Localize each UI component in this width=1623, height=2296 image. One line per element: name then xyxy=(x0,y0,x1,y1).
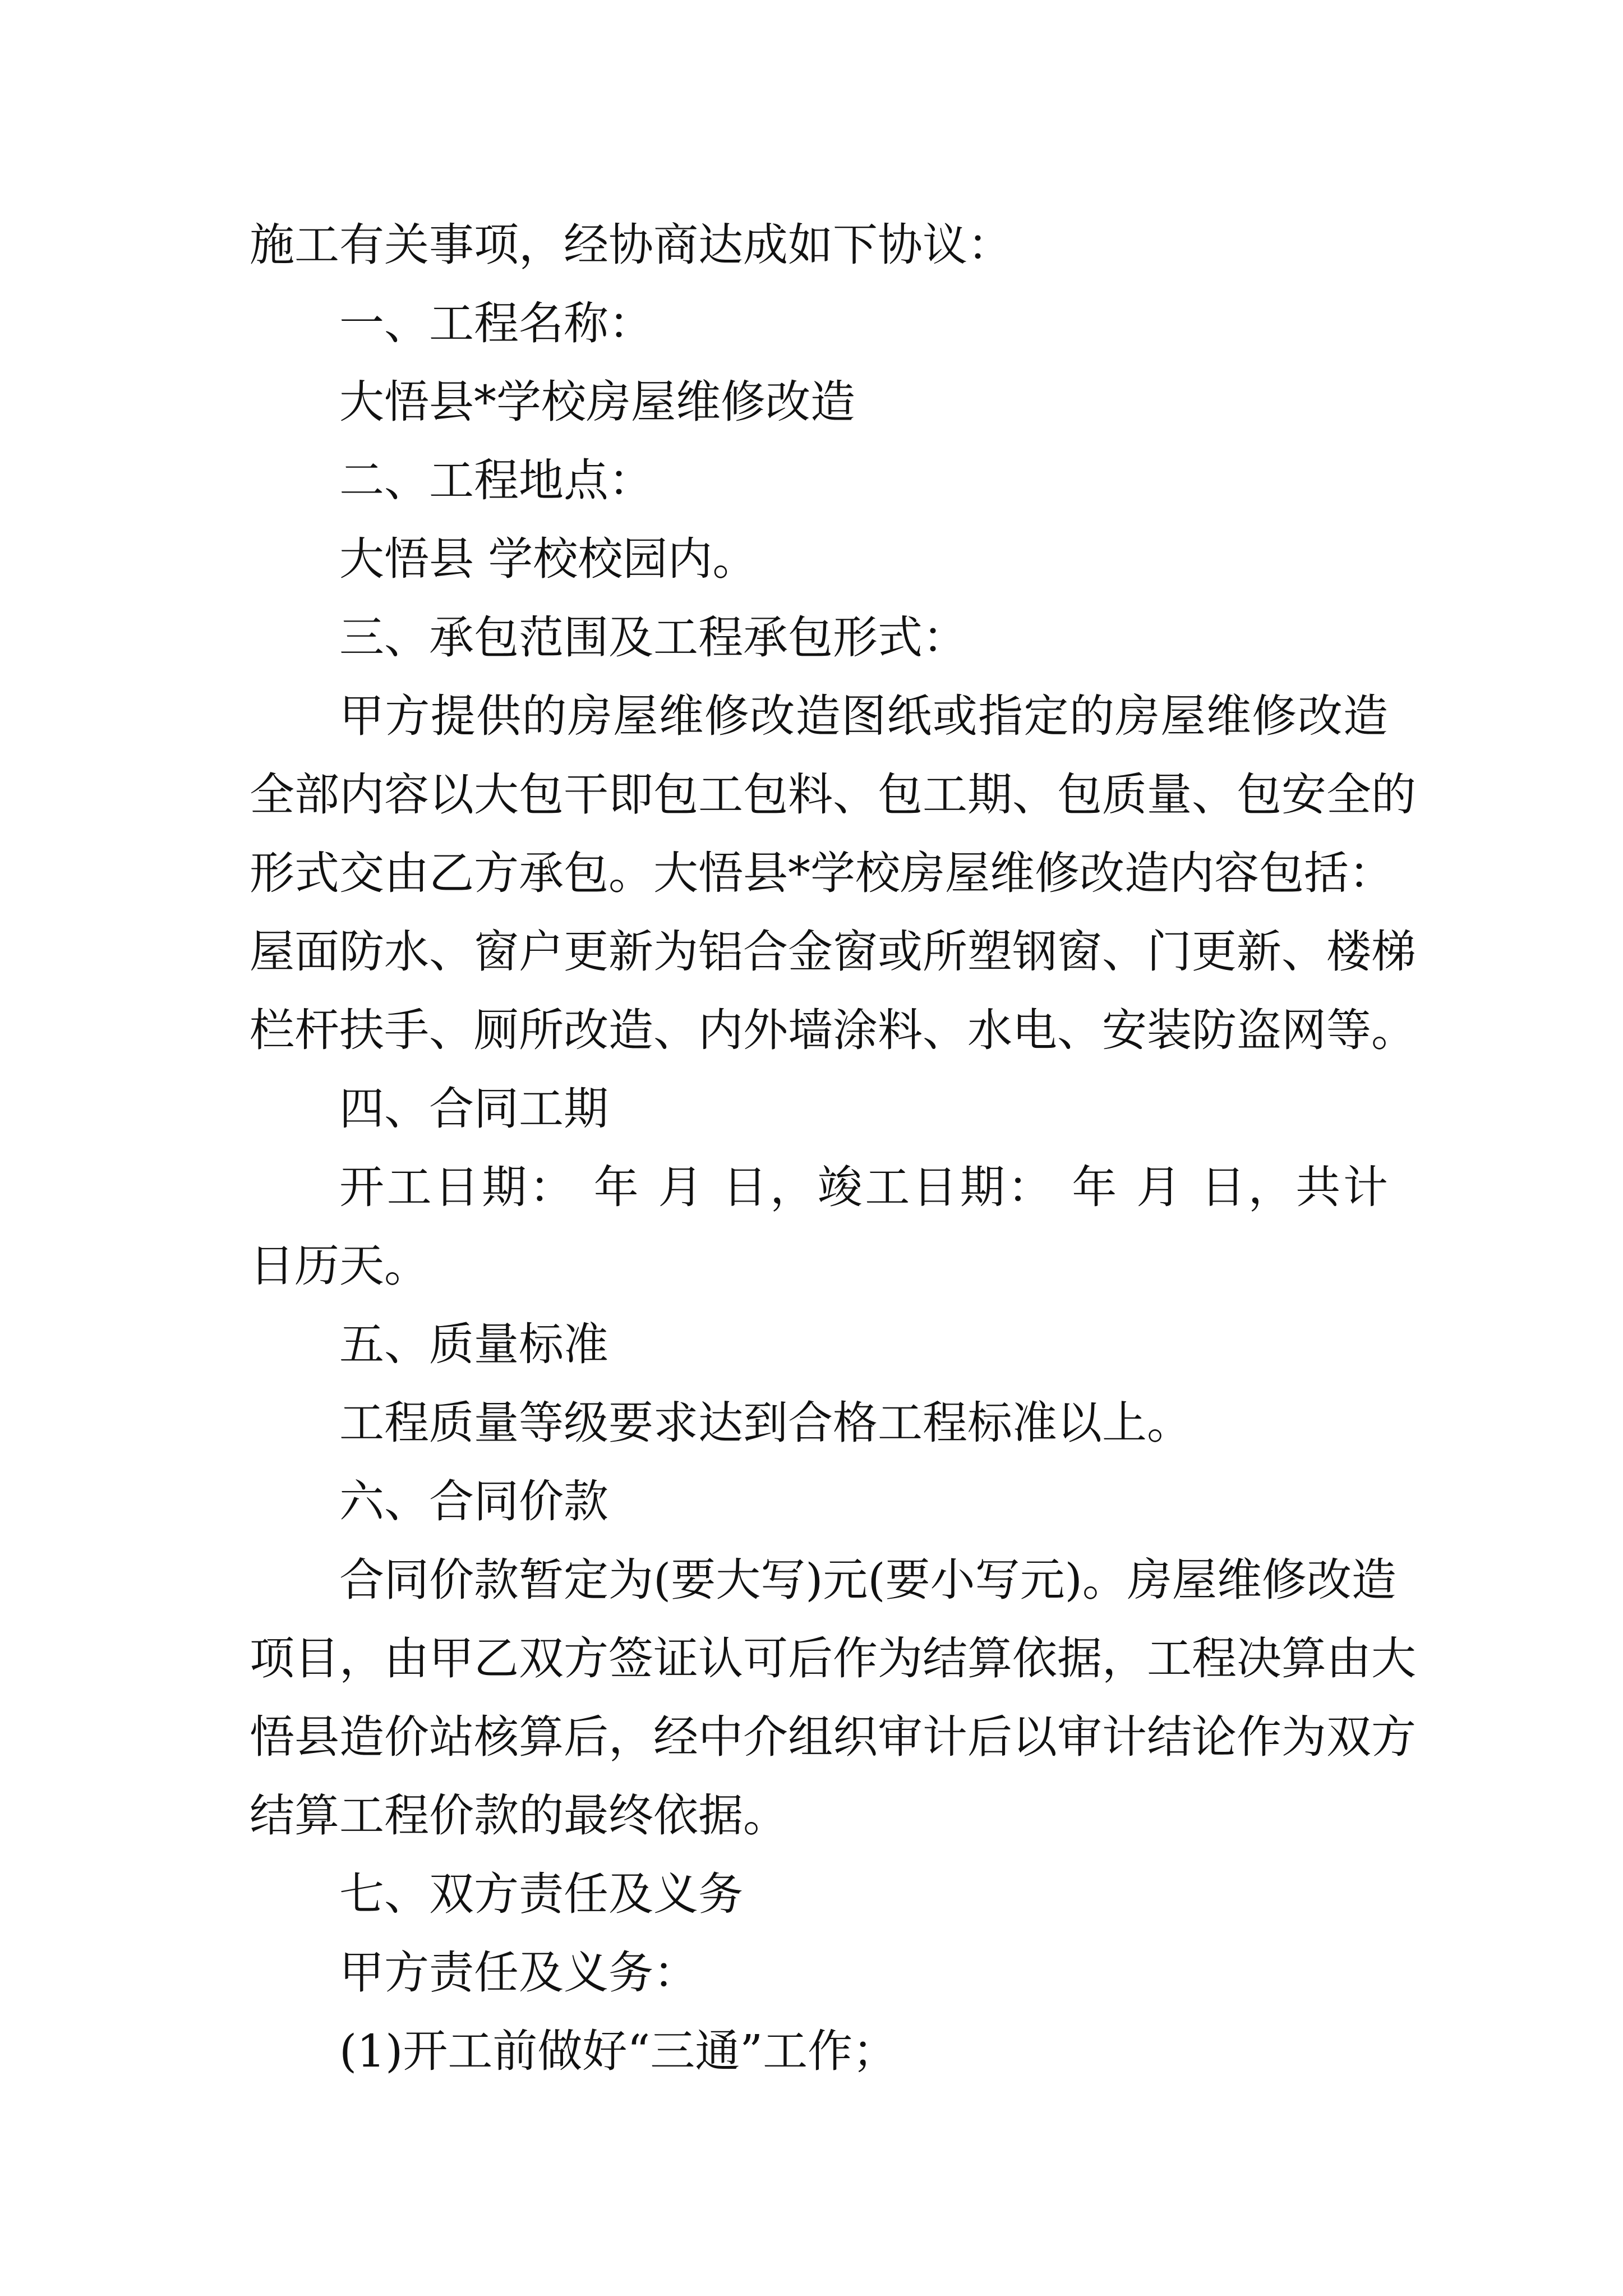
list-item: (1)开工前做好“三通”工作； xyxy=(339,2025,898,2077)
paragraph-line: 大悟县*学校房屋维修改造 xyxy=(339,376,855,428)
subsection-heading: 甲方责任及义务： xyxy=(339,1947,698,1999)
paragraph-line: 项目，由甲乙双方签证认可后作为结算依据，工程决算由大 xyxy=(250,1632,1416,1685)
paragraph-line: 悟县造价站核算后，经中介组织审计后以审计结论作为双方 xyxy=(250,1711,1416,1763)
section-heading: 七、双方责任及义务 xyxy=(339,1868,743,1920)
paragraph-line: 日历天。 xyxy=(250,1240,429,1292)
paragraph-line: 形式交由乙方承包。大悟县*学校房屋维修改造内容包括： xyxy=(250,847,1394,899)
section-heading: 四、合同工期 xyxy=(339,1083,608,1135)
section-heading: 二、工程地点： xyxy=(339,454,653,507)
paragraph-line: 甲方提供的房屋维修改造图纸或指定的房屋维修改造 xyxy=(339,690,1388,742)
paragraph-line: 全部内容以大包干即包工包料、包工期、包质量、包安全的 xyxy=(250,769,1416,821)
section-heading: 三、承包范围及工程承包形式： xyxy=(339,611,967,664)
paragraph-line: 屋面防水、窗户更新为铝合金窗或所塑钢窗、门更新、楼梯 xyxy=(250,926,1416,978)
paragraph-line: 开工日期： 年 月 日，竣工日期： 年 月 日，共计 xyxy=(339,1161,1388,1213)
section-heading: 五、质量标准 xyxy=(339,1318,608,1370)
paragraph-line: 合同价款暂定为(要大写)元(要小写元)。房屋维修改造 xyxy=(339,1554,1396,1606)
section-heading: 六、合同价款 xyxy=(339,1475,608,1527)
section-heading: 一、工程名称： xyxy=(339,297,653,349)
paragraph-line: 结算工程价款的最终依据。 xyxy=(250,1789,788,1842)
paragraph-line: 施工有关事项，经协商达成如下协议： xyxy=(250,219,1012,271)
paragraph-line: 大悟县 学校校园内。 xyxy=(339,533,758,585)
paragraph-line: 栏杆扶手、厕所改造、内外墙涂料、水电、安装防盗网等。 xyxy=(250,1004,1416,1056)
paragraph-line: 工程质量等级要求达到合格工程标准以上。 xyxy=(339,1397,1192,1449)
